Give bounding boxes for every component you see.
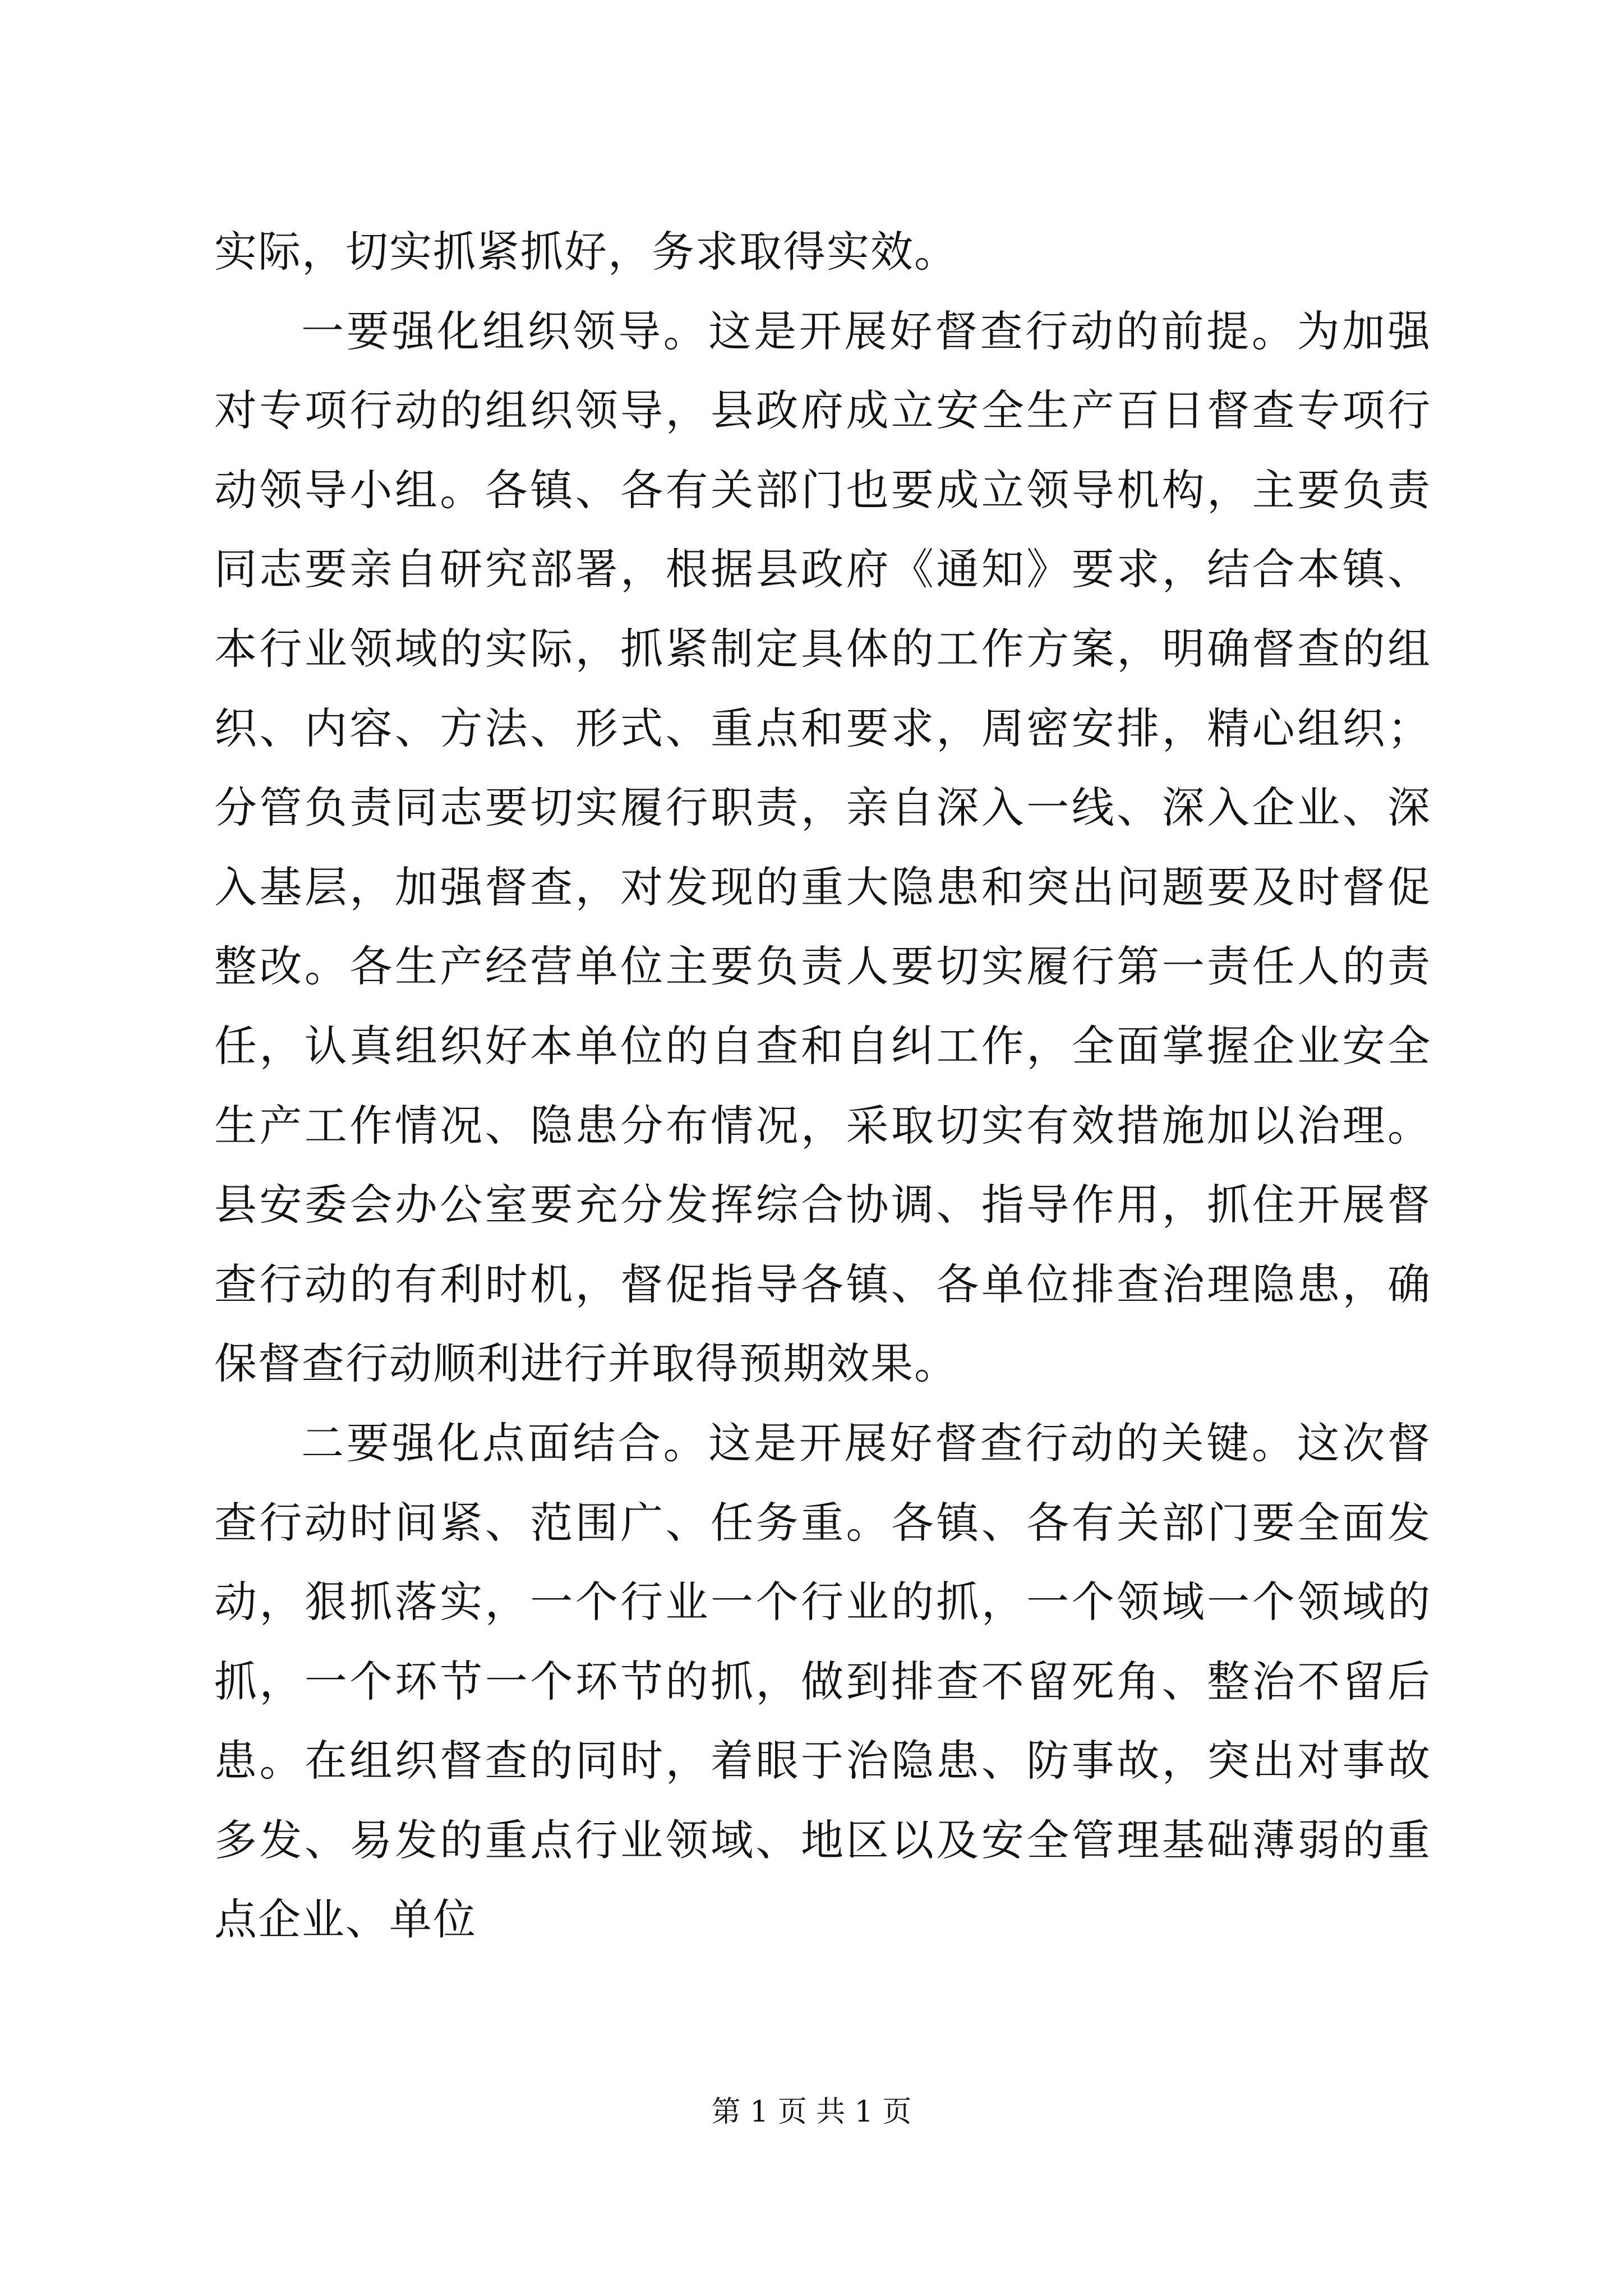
paragraph-organizational-leadership: 一要强化组织领导。这是开展好督查行动的前提。为加强对专项行动的组织领导，县政府成立安全生产百日督查专项行动领导小组。各镇、各有关部门也要成立领导机构，主要负责同志要亲自研究部署，根据县政府《通知》要求，结合本镇、本行业领域的实际，抓紧制定具体的工作方案，明确督查的组织、内容、方法、形式、重点和要求，周密安排，精心组织；分管负责同志要切实履行职责，亲自深入一线、深入企业、深入基层，加强督查，对发现的重大隐患和突出问题要及时督促整改。各生产经营单位主要负责人要切实履行第一责任人的责任，认真组织好本单位的自查和自纠工作，全面掌握企业安全生产工作情况、隐患分布情况，采取切实有效措施加以治理。县安委会办公室要充分发挥综合协调、指导作用，抓住开展督查行动的有利时机，督促指导各镇、各单位排查治理隐患，确保督查行动顺利进行并取得预期效果。 [214,306,1431,1389]
document-body [214,212,1431,1959]
paragraph-continuation: 实际，切实抓紧抓好，务求取得实效。 [214,227,958,277]
paragraph-point-surface-integration: 二要强化点面结合。这是开展好督查行动的关键。这次督查行动时间紧、范围广、任务重。各镇、各有关部门要全面发动，狠抓落实，一个行业一个行业的抓，一个领域一个领域的抓，一个环节一个环节的抓，做到排查不留死角、整治不留后患。在组织督查的同时，着眼于治隐患、防事故，突出对事故多发、易发的重点行业领域、地区以及安全管理基础薄弱的重点企业、单位 [214,1418,1431,1945]
page-number-footer: 第 1 页 共 1 页 [711,2095,912,2129]
